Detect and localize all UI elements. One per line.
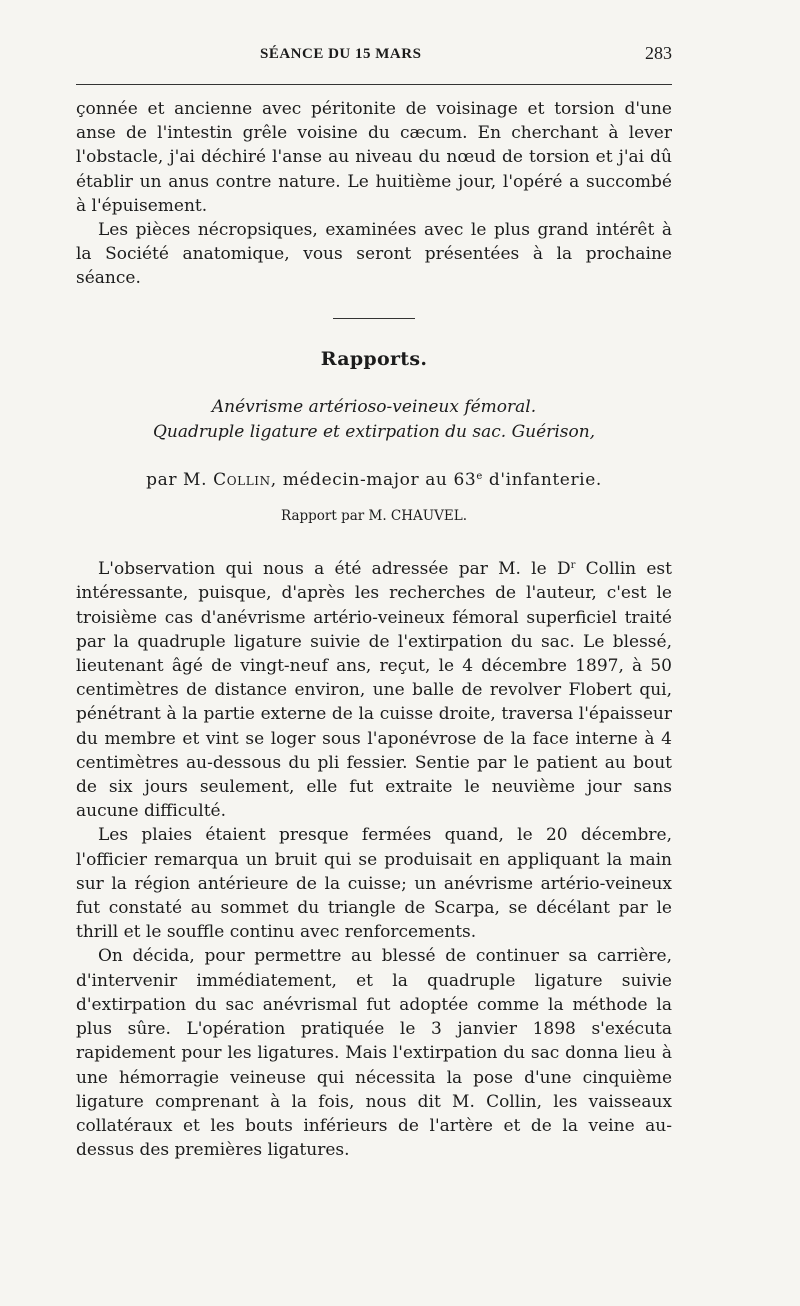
- page-header: [260, 43, 672, 70]
- doctor-superscript: r: [570, 560, 576, 572]
- section-divider: [333, 318, 415, 319]
- running-title: SÉANCE DU 15 MARS: [260, 46, 422, 62]
- byline-superscript: e: [476, 470, 483, 482]
- body-paragraph-1-start: L'observation qui nous a été adressée par M. le D: [98, 559, 571, 580]
- byline-pre: par M.: [146, 469, 208, 490]
- byline-end: d'infanterie.: [482, 469, 602, 490]
- body-paragraph-1-rest: Collin est intéressante, puisque, d'après les recherches de l'auteur, c'est le troisième cas d'anévrisme artério-veineux fémoral superficiel traité par la quadruple ligature suivie de l'extirpation du sac. Le blessé, lieutenant âgé de vingt-neuf ans, reçut, le 4 décembre 1897, à 50 centimètres de distance environ, une balle de revolver Flobert qui, pénétrant à la partie externe de la cuisse droite, traversa l'épaisseur du membre et vint se loger sous l'aponévrose de la face interne à 4 centimètres au-dessous du pli fessier. Sentie par le patient au bout de six jours seulement, elle fut extraite le neuvième jour sans aucune difficulté.: [76, 559, 672, 822]
- page-body: [76, 97, 672, 1162]
- byline-author: Collin: [213, 469, 271, 490]
- intro-paragraph-1: çonnée et ancienne avec péritonite de voisinage et torsion d'une anse de l'intestin grêle voisine du cæcum. En cherchant à lever l'obstacle, j'ai déchiré l'anse au niveau du nœud de torsion et j'ai dû établir un anus contre nature. Le huitième jour, l'opéré a succombé à l'épuisement.: [76, 99, 672, 216]
- section-title: Rapports.: [320, 347, 428, 370]
- body-paragraph-2: Les plaies étaient presque fermées quand, le 20 décembre, l'officier remarqua un bruit qui se produisait en appliquant la main sur la région antérieure de la cuisse; un anévrisme artério-veineux fut constaté au sommet du triangle de Scarpa, se décélant par le thrill et le souffle continu avec renforcements.: [76, 825, 672, 943]
- article-title-line-2: Quadruple ligature et extirpation du sac. Guérison,: [152, 421, 596, 442]
- page-number: 283: [645, 43, 672, 63]
- article-byline: [76, 465, 672, 492]
- body-paragraph-1: [76, 554, 672, 823]
- byline-post: , médecin-major au 63: [270, 469, 477, 490]
- body-paragraph-3: On décida, pour permettre au blessé de continuer sa carrière, d'intervenir immédiatement, et la quadruple ligature suivie d'extirpation du sac anévrismal fut adoptée comme la méthode la plus sûre. L'opération pratiquée le 3 janvier 1898 s'exécuta rapidement pour les ligatures. Mais l'extirpation du sac donna lieu à une hémorragie veineuse qui nécessita la pose d'une cinquième ligature comprenant à la fois, nous dit M. Collin, les vaisseaux collatéraux et les bouts inférieurs de l'artère et de la veine au-dessus des premières ligatures.: [76, 946, 672, 1161]
- reporter-line: Rapport par M. CHAUVEL.: [280, 508, 468, 525]
- article-title-line-1: Anévrisme artérioso-veineux fémoral.: [211, 396, 537, 417]
- header-rule: [76, 84, 672, 85]
- intro-paragraph-2: Les pièces nécropsiques, examinées avec le plus grand intérêt à la Société anatomique, vous seront présentées à la prochaine séance.: [76, 220, 672, 289]
